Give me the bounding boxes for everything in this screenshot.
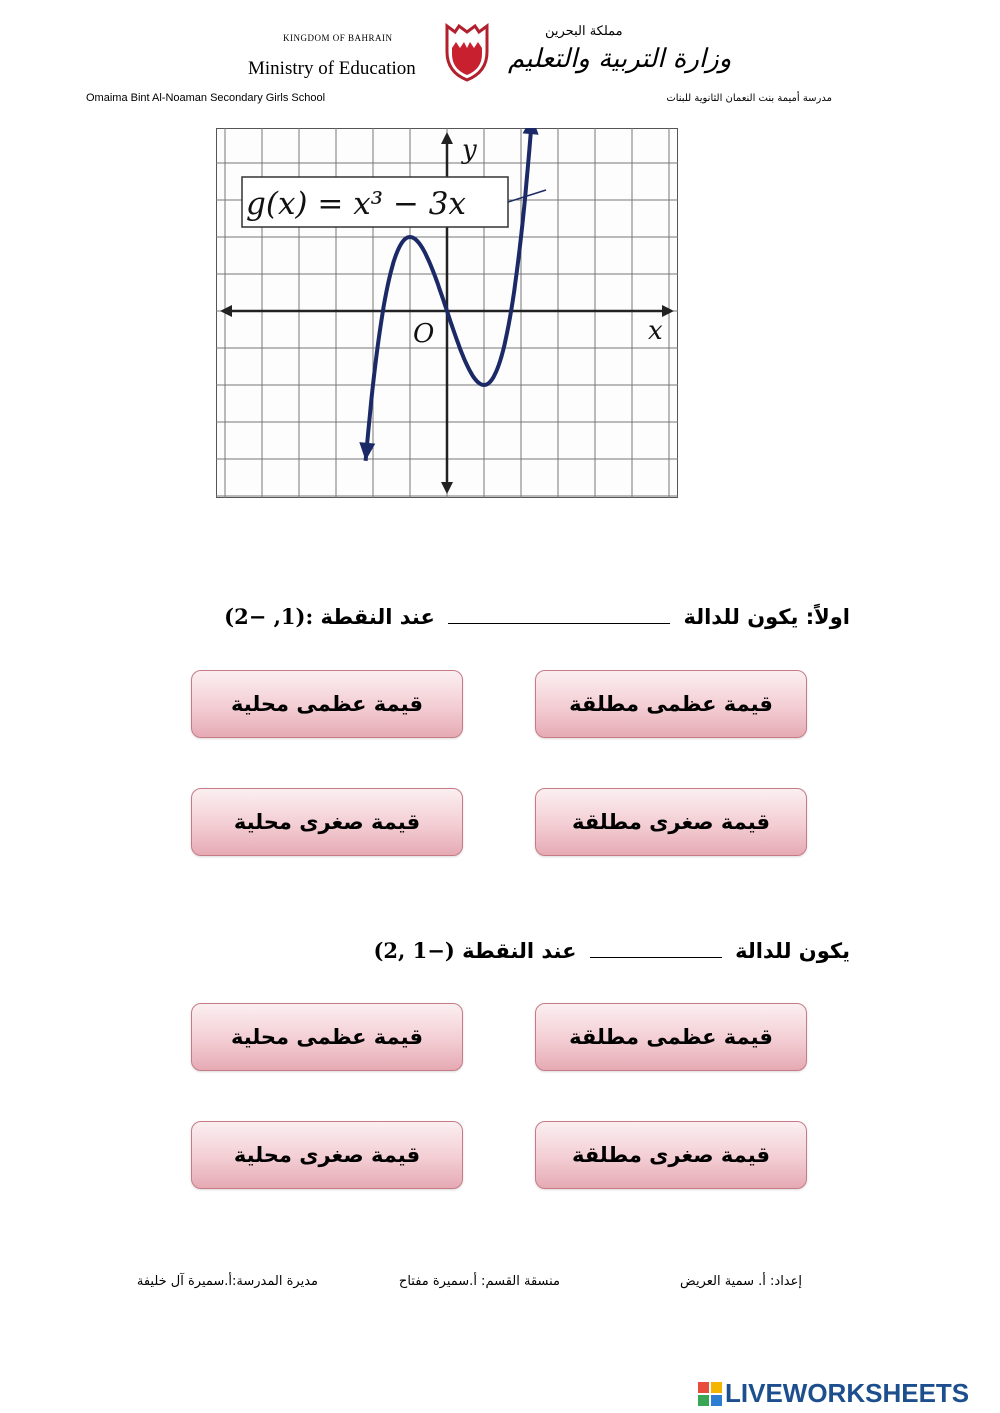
footer-coordinator: منسقة القسم: أ.سميرة مفتاح — [398, 1274, 560, 1289]
kingdom-label: KINGDOM OF BAHRAIN — [283, 33, 393, 43]
x-axis-label: x — [648, 316, 663, 346]
school-english-name: Omaima Bint Al-Noaman Secondary Girls School — [86, 92, 326, 104]
liveworksheets-name: LIVEWORKSHEETS — [725, 1378, 970, 1408]
question-1-point: (2− ,1): — [224, 604, 314, 629]
q1-option-local-max[interactable]: قيمة عظمى محلية — [191, 670, 463, 738]
q1-option-absolute-min[interactable]: قيمة صغرى مطلقة — [535, 788, 807, 856]
question-2-prefix: يكون للدالة — [735, 939, 850, 963]
liveworksheets-logo[interactable] — [697, 1378, 969, 1409]
function-graph — [216, 128, 678, 498]
question-2-blank[interactable] — [590, 939, 722, 958]
q2-option-absolute-max[interactable]: قيمة عظمى مطلقة — [535, 1003, 807, 1071]
q2-option-absolute-min[interactable]: قيمة صغرى مطلقة — [535, 1121, 807, 1189]
footer-prepared-by: إعداد: أ. سمية العريض — [680, 1274, 802, 1289]
q2-option-local-min[interactable]: قيمة صغرى محلية — [191, 1121, 463, 1189]
question-1-suffix: عند النقطة — [320, 605, 435, 629]
q1-option-absolute-max[interactable]: قيمة عظمى مطلقة — [535, 670, 807, 738]
school-arabic-name: مدرسة أميمة بنت النعمان الثانوية للبنات — [666, 93, 832, 104]
footer-principal: مديرة المدرسة:أ.سميرة آل خليفة — [136, 1274, 318, 1289]
question-2-point: (2, 1−) — [373, 938, 455, 963]
function-label: g(x) = x³ − 3x — [246, 186, 466, 222]
question-1-prefix: اولاً: يكون للدالة — [683, 605, 850, 629]
q1-option-local-min[interactable]: قيمة صغرى محلية — [191, 788, 463, 856]
origin-label: O — [413, 319, 435, 349]
q2-option-local-max[interactable]: قيمة عظمى محلية — [191, 1003, 463, 1071]
question-1 — [224, 604, 850, 629]
bahrain-emblem-icon — [441, 22, 493, 84]
y-axis-label: y — [462, 135, 477, 165]
question-2 — [374, 938, 851, 963]
question-2-suffix: عند النقطة — [462, 939, 577, 963]
question-1-blank[interactable] — [448, 605, 670, 624]
liveworksheets-icon — [697, 1381, 723, 1407]
ministry-english-title: Ministry of Education — [248, 58, 416, 79]
kingdom-arabic-label: مملكة البحرين — [545, 24, 623, 39]
ministry-arabic-title: وزارة التربية والتعليم — [508, 44, 732, 74]
